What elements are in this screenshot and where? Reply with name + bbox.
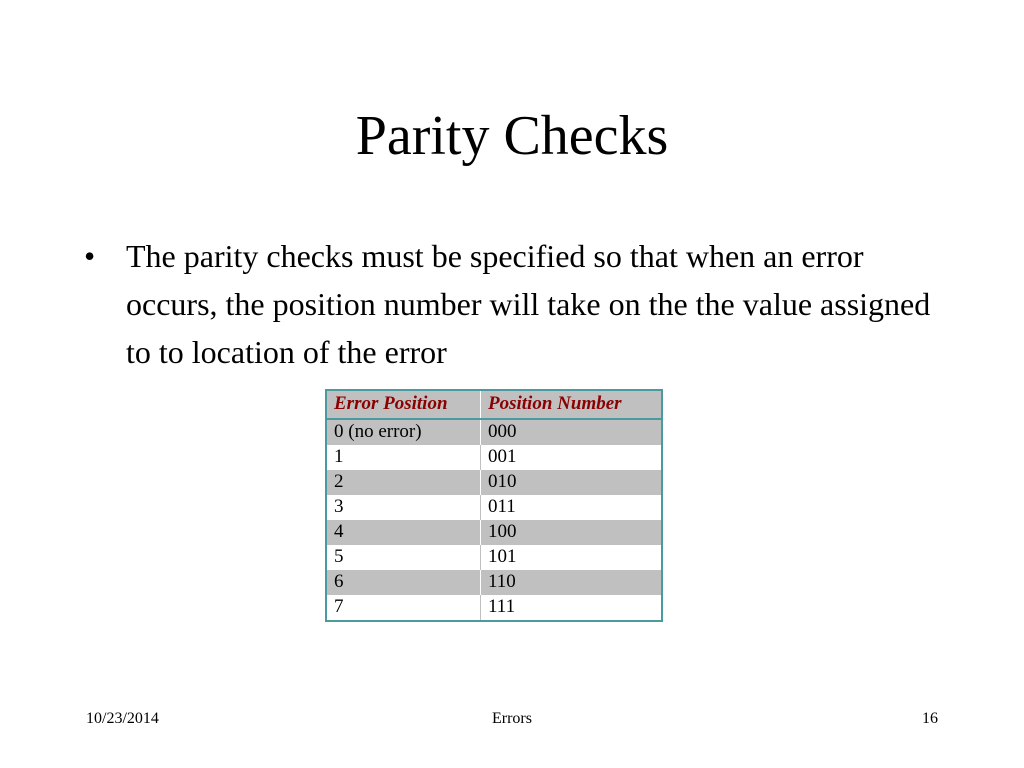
- error-position-cell: 6: [326, 570, 481, 595]
- position-number-cell: 000: [481, 419, 663, 445]
- error-position-cell: 7: [326, 595, 481, 621]
- column-header-position-number: Position Number: [481, 390, 663, 419]
- bullet-marker: •: [84, 238, 96, 274]
- error-position-cell: 2: [326, 470, 481, 495]
- table-row: [326, 520, 662, 545]
- table-row: [326, 495, 662, 520]
- footer-date: 10/23/2014: [86, 710, 159, 727]
- table-row: [326, 445, 662, 470]
- position-number-cell: 010: [481, 470, 663, 495]
- error-position-table: [325, 389, 663, 622]
- position-number-cell: 111: [481, 595, 663, 621]
- column-header-error-position: Error Position: [326, 390, 481, 419]
- table-row: [326, 419, 662, 445]
- error-position-cell: 3: [326, 495, 481, 520]
- table-row: [326, 470, 662, 495]
- footer-title: Errors: [492, 710, 532, 727]
- error-position-cell: 1: [326, 445, 481, 470]
- error-position-cell: 4: [326, 520, 481, 545]
- page-number: 16: [922, 710, 938, 727]
- position-number-cell: 100: [481, 520, 663, 545]
- position-number-cell: 101: [481, 545, 663, 570]
- table-row: [326, 570, 662, 595]
- position-number-cell: 001: [481, 445, 663, 470]
- error-position-cell: 5: [326, 545, 481, 570]
- table-header-row: [326, 390, 662, 419]
- table-row: [326, 595, 662, 621]
- position-number-cell: 110: [481, 570, 663, 595]
- table-row: [326, 545, 662, 570]
- error-position-cell: 0 (no error): [326, 419, 481, 445]
- position-number-cell: 011: [481, 495, 663, 520]
- bullet-item: [84, 232, 944, 376]
- bullet-text: The parity checks must be specified so that when an error occurs, the position number will take on the the value assigned to to location of the error: [126, 238, 931, 370]
- slide-title: Parity Checks: [355, 105, 669, 167]
